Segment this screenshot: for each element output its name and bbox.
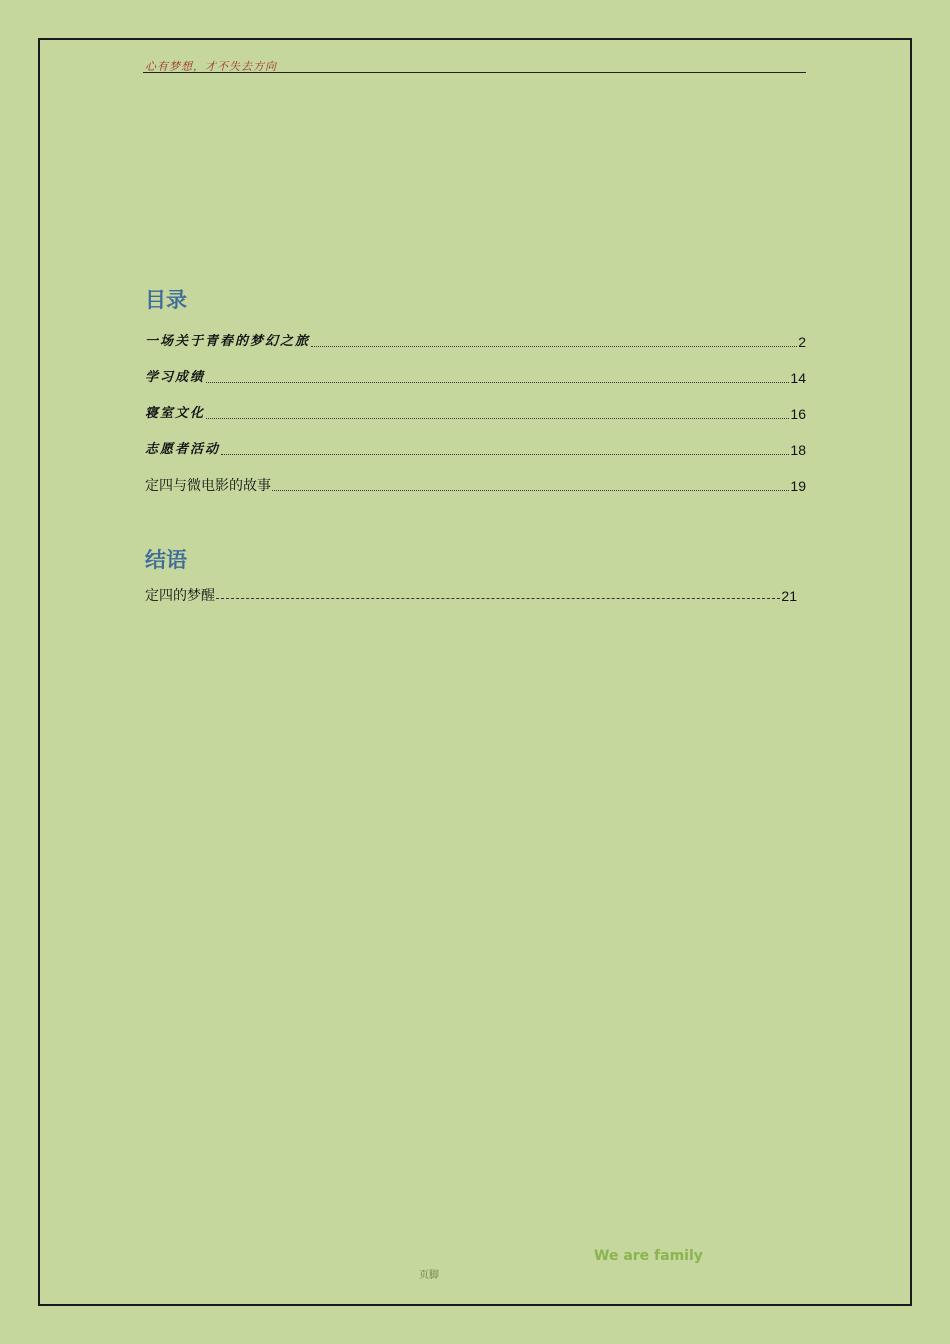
toc-entry[interactable]: [145, 437, 806, 459]
toc-leader: [311, 346, 797, 347]
conclusion-entry-title: 定四的梦醒: [145, 588, 215, 604]
toc-entry[interactable]: [145, 365, 806, 387]
toc-entry-title: 寝室文化: [145, 406, 206, 421]
conclusion-entry-page: 21: [781, 588, 797, 604]
toc-leader: [216, 598, 780, 599]
page-border: [38, 38, 912, 1306]
toc-entry[interactable]: [145, 401, 806, 423]
header-divider: [143, 72, 806, 73]
toc-entry-page: 19: [790, 478, 806, 494]
toc-entry-page: 2: [798, 334, 806, 350]
toc-leader: [221, 454, 789, 455]
toc-entry-title: 一场关于青春的梦幻之旅: [145, 334, 311, 349]
conclusion-heading: 结语: [145, 548, 187, 572]
toc-leader: [206, 418, 789, 419]
toc-entry-title: 志愿者活动: [145, 442, 221, 457]
toc-heading: 目录: [145, 288, 187, 312]
header-motto: 心有梦想，才不失去方向: [145, 60, 277, 73]
page-number: 页脚: [419, 1270, 439, 1281]
toc-entry-title: 定四与微电影的故事: [145, 478, 271, 494]
toc-entry-page: 14: [790, 370, 806, 386]
toc-leader: [272, 490, 789, 491]
toc-entry-title: 学习成绩: [145, 370, 206, 385]
footer-tagline: We are family: [594, 1248, 703, 1264]
toc-entry[interactable]: [145, 473, 806, 495]
conclusion-entry[interactable]: [145, 583, 797, 605]
toc-entry[interactable]: [145, 329, 806, 351]
toc-entry-page: 16: [790, 406, 806, 422]
toc-leader: [206, 382, 789, 383]
toc-entry-page: 18: [790, 442, 806, 458]
